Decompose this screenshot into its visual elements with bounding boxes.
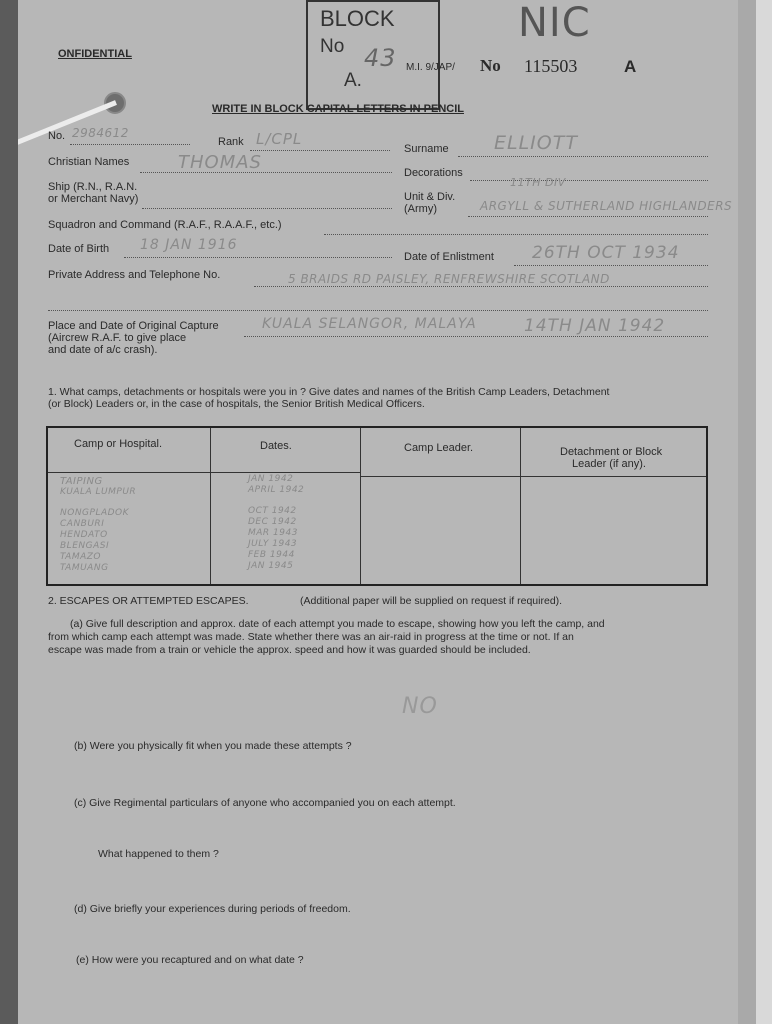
mi-reference: M.I. 9/JAP/	[406, 62, 455, 73]
dob-value: 18 JAN 1916	[140, 237, 238, 253]
question-2b: (b) Were you physically fit when you made these attempts ?	[74, 740, 352, 752]
page-stack-edge	[738, 0, 758, 1024]
list-item: FEB 1944	[248, 550, 295, 560]
list-item: JULY 1943	[248, 539, 298, 549]
question-2a-line2: from which camp each attempt was made. State whether there was an air-raid in progress at the time or not. If an	[48, 631, 574, 643]
stamp-number: 43	[364, 44, 397, 72]
list-item: JAN 1942	[248, 474, 294, 484]
enlistment-label: Date of Enlistment	[404, 251, 494, 263]
list-item: BLENGASI	[60, 541, 110, 551]
stamp-word: BLOCK	[320, 6, 395, 31]
surname-label: Surname	[404, 143, 449, 155]
header-camp: Camp or Hospital.	[74, 438, 163, 450]
background-edge	[756, 0, 772, 1024]
list-item: JAN 1945	[248, 561, 294, 571]
rank-value: L/CPL	[256, 130, 303, 148]
question-2-note: (Additional paper will be supplied on request if required).	[300, 595, 563, 607]
surname-value: ELLIOTT	[494, 132, 578, 154]
squadron-label: Squadron and Command (R.A.F., R.A.A.F., etc.)	[48, 219, 282, 231]
capture-place-value: KUALA SELANGOR, MALAYA	[262, 316, 477, 332]
capture-label-line1: Place and Date of Original Capture	[48, 320, 219, 332]
confidential-label: ONFIDENTIAL	[58, 48, 132, 60]
question-2a-line1: (a) Give full description and approx. date of each attempt you made to escape, showing how you left the camp, and	[70, 618, 605, 630]
question-1-line2: (or Block) Leaders or, in the case of hospitals, the Senior British Medical Officers.	[48, 398, 425, 410]
list-item: TAMUANG	[60, 563, 109, 573]
list-item: TAIPING	[60, 476, 103, 487]
question-2d: (d) Give briefly your experiences during periods of freedom.	[74, 903, 351, 915]
list-item: OCT 1942	[248, 506, 297, 516]
camps-table	[46, 426, 708, 586]
header-camp-leader: Camp Leader.	[404, 442, 474, 454]
corner-initials: NIC	[518, 0, 591, 46]
header-dates: Dates.	[260, 440, 292, 452]
no-value: 2984612	[72, 126, 129, 140]
unit-label-line1: Unit & Div.	[404, 191, 456, 203]
capture-date-value: 14TH JAN 1942	[524, 316, 666, 336]
address-label: Private Address and Telephone No.	[48, 269, 221, 281]
stamp-letter: A.	[344, 70, 362, 91]
question-2e: (e) How were you recaptured and on what date ?	[76, 954, 304, 966]
address-value: 5 BRAIDS RD PAISLEY, RENFREWSHIRE SCOTLAND	[288, 272, 610, 286]
dob-label: Date of Birth	[48, 243, 110, 255]
decorations-label: Decorations	[404, 167, 463, 179]
answer-escape: NO	[402, 694, 438, 719]
header-detachment-line2: Leader (if any).	[572, 458, 646, 470]
list-item: APRIL 1942	[248, 485, 305, 495]
list-item: CANBURI	[60, 519, 105, 529]
number-mark: No	[480, 56, 501, 75]
question-2a-line3: escape was made from a train or vehicle the approx. speed and how it was guarded should be included.	[48, 644, 531, 656]
unit-value: ARGYLL & SUTHERLAND HIGHLANDERS	[480, 199, 733, 213]
enlistment-value: 26TH OCT 1934	[532, 243, 680, 263]
tag-string	[18, 100, 117, 149]
christian-names-value: THOMAS	[178, 152, 262, 173]
no-label: No.	[48, 130, 66, 142]
list-item: DEC 1942	[248, 517, 297, 527]
question-2-title: 2. ESCAPES OR ATTEMPTED ESCAPES.	[48, 595, 249, 607]
form-number: 115503	[524, 56, 578, 76]
list-item: HENDATO	[60, 530, 108, 540]
capture-label-line2: (Aircrew R.A.F. to give place	[48, 332, 187, 344]
stamp-no: No	[320, 36, 345, 57]
form-page	[18, 0, 746, 1024]
question-2c: (c) Give Regimental particulars of anyone who accompanied you on each attempt.	[74, 797, 456, 809]
list-item: KUALA LUMPUR	[60, 487, 137, 497]
question-1-line1: 1. What camps, detachments or hospitals were you in ? Give dates and names of the British Camp Leaders, Detachment	[48, 386, 610, 398]
form-suffix: A	[624, 57, 637, 76]
block-stamp	[306, 0, 440, 110]
ship-label-line1: Ship (R.N., R.A.N.	[48, 181, 138, 193]
instruction-heading: WRITE IN BLOCK CAPITAL LETTERS IN PENCIL	[212, 103, 464, 115]
list-item: NONGPLADOK	[60, 508, 130, 518]
header-detachment-line1: Detachment or Block	[560, 446, 663, 458]
list-item: MAR 1943	[248, 528, 298, 538]
date-list	[248, 474, 304, 572]
capture-label-line3: and date of a/c crash).	[48, 344, 158, 356]
unit-label-line2: (Army)	[404, 203, 437, 215]
camp-list	[60, 476, 136, 574]
ship-label-line2: or Merchant Navy)	[48, 193, 139, 205]
list-item: TAMAZO	[60, 552, 101, 562]
christian-names-label: Christian Names	[48, 156, 130, 168]
unit-division-value: 11TH DIV	[510, 176, 566, 189]
rank-label: Rank	[218, 136, 244, 148]
question-2c-followup: What happened to them ?	[98, 848, 219, 860]
